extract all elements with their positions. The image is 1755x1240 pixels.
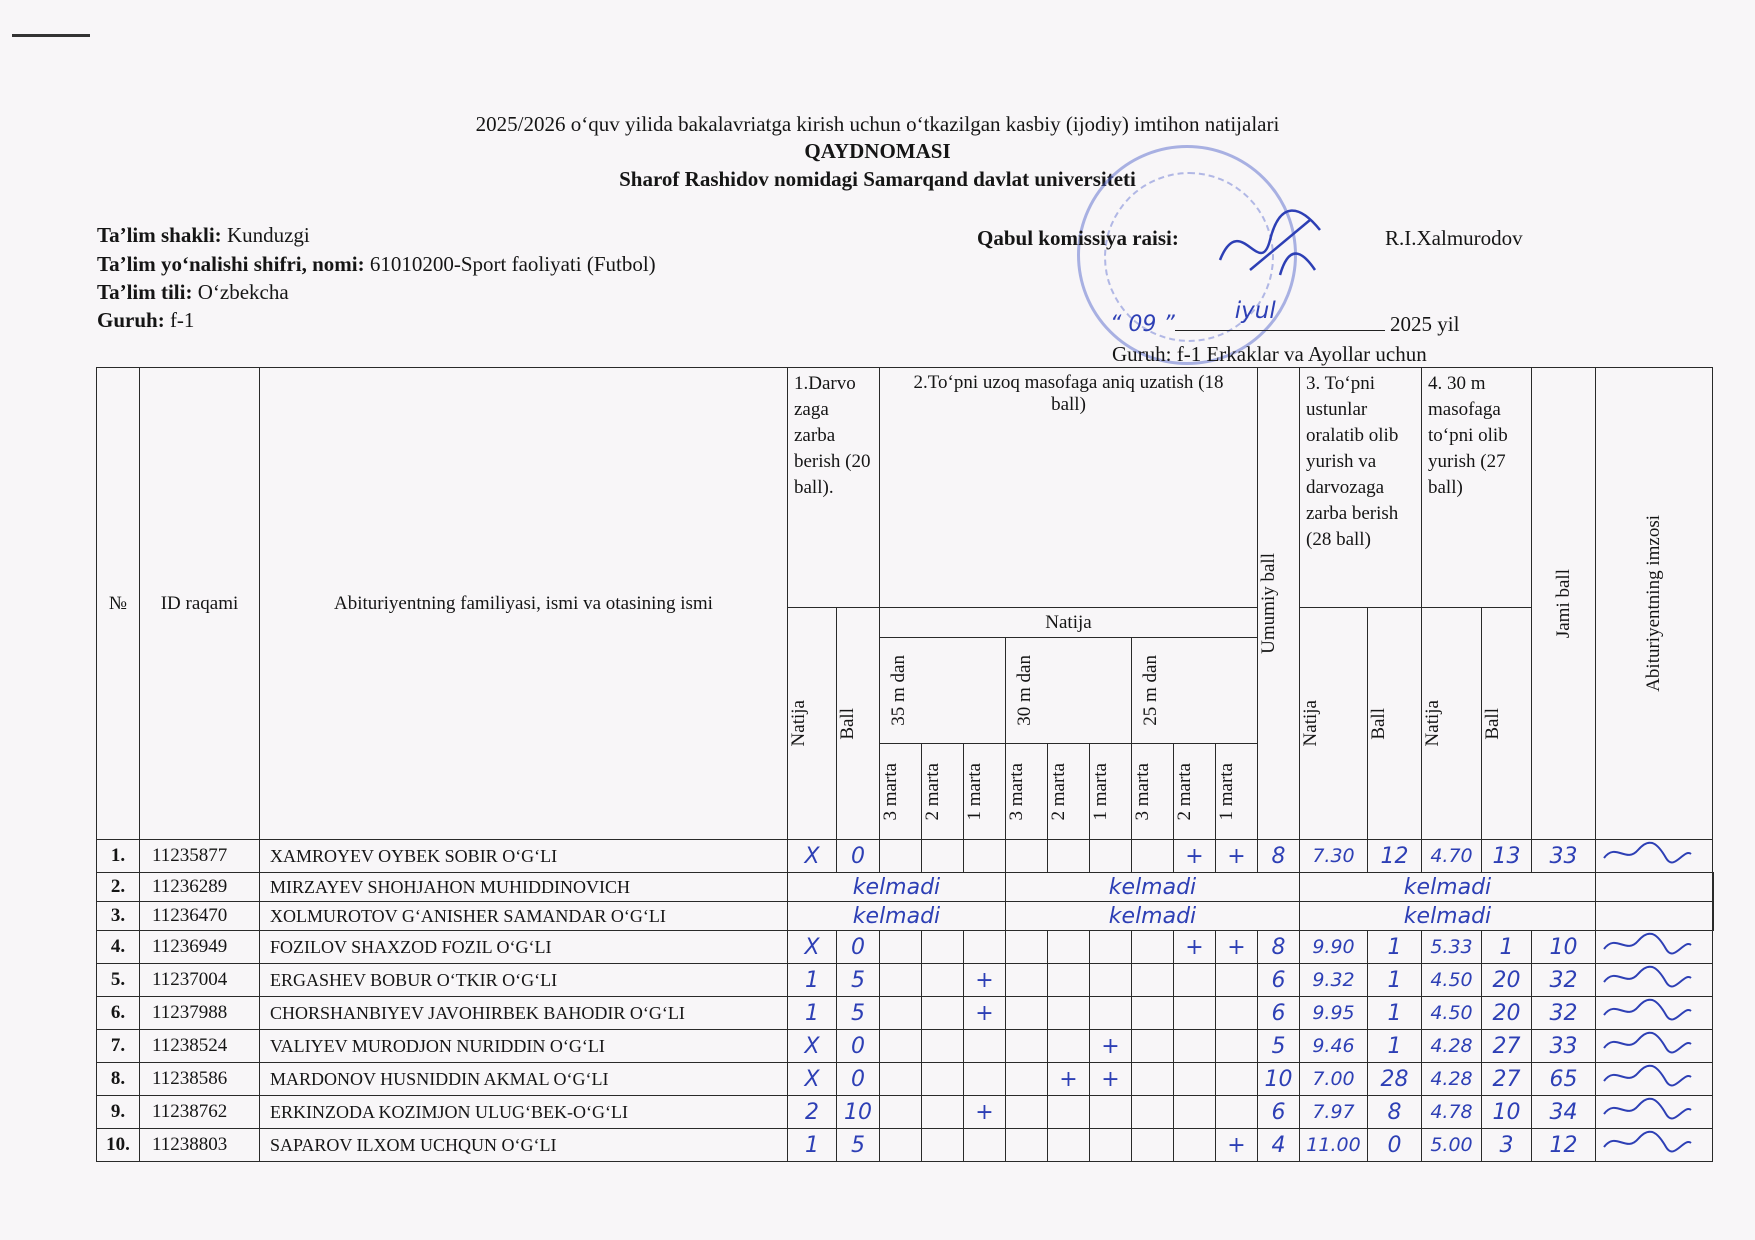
document-title-line: 2025/2026 o‘quv yilida bakalavriatga kirish uchun o‘tkazilgan kasbiy (ijodiy) imtihon natijalari: [475, 112, 1280, 136]
cell-d25-2: +: [1174, 931, 1216, 964]
table-row: [97, 931, 1714, 964]
applicant-name: MIRZAYEV SHOHJAHON MUHIDDINOVICH: [260, 873, 788, 902]
cell-d25-1: +: [1216, 840, 1258, 873]
cell-d35-2: [922, 1096, 964, 1129]
cell-d35-3: [880, 1129, 922, 1162]
cell-d35-2: [922, 931, 964, 964]
cell-d35-3: [880, 1096, 922, 1129]
absent-mark: kelmadi: [788, 902, 1006, 931]
header-25m: 25 m dan: [1132, 638, 1258, 744]
cell-t1b: 10: [837, 1096, 880, 1129]
cell-d30-2: [1048, 840, 1090, 873]
date-year: 2025 yil: [1390, 312, 1460, 336]
group-note: Guruh: f-1 Erkaklar va Ayollar uchun: [1112, 342, 1427, 366]
cell-d25-1: [1216, 1063, 1258, 1096]
header-35m-2: 2 marta: [922, 744, 964, 840]
cell-t1n: X: [788, 1030, 837, 1063]
cell-d35-2: [922, 1129, 964, 1162]
applicant-name: XAMROYEV OYBEK SOBIR O‘G‘LI: [260, 840, 788, 873]
cell-d30-3: [1006, 1063, 1048, 1096]
header-test2: 2.To‘pni uzoq masofaga aniq uzatish (18 ball): [880, 368, 1258, 608]
header-35m: 35 m dan: [880, 638, 1006, 744]
commission-chair-name: R.I.Xalmurodov: [1385, 226, 1523, 250]
cell-t4n: 5.33: [1422, 931, 1482, 964]
cell-d35-2: [922, 1063, 964, 1096]
cell-t1n: 2: [788, 1096, 837, 1129]
cell-t3n: 9.90: [1300, 931, 1368, 964]
absent-mark: kelmadi: [1300, 873, 1596, 902]
cell-t3b: 12: [1368, 840, 1422, 873]
cell-d25-3: [1132, 1129, 1174, 1162]
row-number: 8.: [97, 1063, 140, 1096]
cell-d25-3: [1132, 931, 1174, 964]
cell-d30-2: [1048, 1129, 1090, 1162]
cell-t4b: 27: [1482, 1063, 1532, 1096]
cell-t4n: 4.28: [1422, 1030, 1482, 1063]
cell-d30-1: [1090, 1096, 1132, 1129]
cell-t4n: 5.00: [1422, 1129, 1482, 1162]
cell-d25-2: [1174, 1129, 1216, 1162]
cell-t3n: 7.30: [1300, 840, 1368, 873]
cell-t1b: 0: [837, 931, 880, 964]
cell-umumiy: 6: [1258, 1096, 1300, 1129]
header-30m-1: 1 marta: [1090, 744, 1132, 840]
cell-d25-2: +: [1174, 840, 1216, 873]
row-number: 2.: [97, 873, 140, 902]
absent-mark: kelmadi: [1006, 873, 1300, 902]
applicant-id: 11236289: [140, 873, 260, 902]
header-35m-3: 3 marta: [880, 744, 922, 840]
cell-total: 10: [1532, 931, 1596, 964]
table-row: [97, 1030, 1714, 1063]
cell-d30-1: [1090, 1129, 1132, 1162]
table-row: [97, 997, 1714, 1030]
applicant-name: ERKINZODA KOZIMJON ULUG‘BEK-O‘G‘LI: [260, 1096, 788, 1129]
table-row: [97, 964, 1714, 997]
absent-mark: kelmadi: [1300, 902, 1596, 931]
cell-t4n: 4.50: [1422, 997, 1482, 1030]
cell-total: 32: [1532, 964, 1596, 997]
cell-total: 34: [1532, 1096, 1596, 1129]
header-t4-natija: Natija: [1422, 608, 1482, 840]
cell-d25-1: +: [1216, 931, 1258, 964]
cell-d30-2: +: [1048, 1063, 1090, 1096]
applicant-name: SAPAROV ILXOM UCHQUN O‘G‘LI: [260, 1129, 788, 1162]
applicant-id: 11236949: [140, 931, 260, 964]
cell-d35-3: [880, 964, 922, 997]
applicant-id: 11238803: [140, 1129, 260, 1162]
header-t3-ball: Ball: [1368, 608, 1422, 840]
cell-total: 65: [1532, 1063, 1596, 1096]
applicant-name: XOLMUROTOV G‘ANISHER SAMANDAR O‘G‘LI: [260, 902, 788, 931]
cell-t3n: 7.00: [1300, 1063, 1368, 1096]
applicant-name: VALIYEV MURODJON NURIDDIN O‘G‘LI: [260, 1030, 788, 1063]
table-row: [97, 873, 1714, 902]
total-score: [1596, 873, 1713, 902]
header-test1: 1.Darvo zaga zarba berish (20 ball).: [788, 368, 880, 608]
applicant-name: MARDONOV HUSNIDDIN AKMAL O‘G‘LI: [260, 1063, 788, 1096]
cell-d35-3: [880, 997, 922, 1030]
cell-d25-1: [1216, 997, 1258, 1030]
cell-t1n: X: [788, 1063, 837, 1096]
cell-d25-3: [1132, 997, 1174, 1030]
cell-t4b: 20: [1482, 997, 1532, 1030]
cell-d30-2: [1048, 1096, 1090, 1129]
table-row: [97, 1063, 1714, 1096]
cell-d30-2: [1048, 1030, 1090, 1063]
cell-d35-1: [964, 931, 1006, 964]
row-number: 7.: [97, 1030, 140, 1063]
cell-d25-1: [1216, 1030, 1258, 1063]
cell-t1n: 1: [788, 1129, 837, 1162]
cell-d25-1: [1216, 964, 1258, 997]
applicant-name: ERGASHEV BOBUR O‘TKIR O‘G‘LI: [260, 964, 788, 997]
cell-t1b: 0: [837, 1063, 880, 1096]
document-title: QAYDNOMASI: [804, 139, 951, 163]
cell-d30-1: +: [1090, 1063, 1132, 1096]
cell-d30-3: [1006, 1129, 1048, 1162]
applicant-signature: [1596, 1030, 1713, 1063]
cell-t3n: 11.00: [1300, 1129, 1368, 1162]
cell-t3b: 1: [1368, 1030, 1422, 1063]
table-row: [97, 1129, 1714, 1162]
cell-d25-3: [1132, 1063, 1174, 1096]
header-signature: Abituriyentning imzosi: [1596, 368, 1713, 840]
applicant-signature: [1596, 964, 1713, 997]
row-number: 9.: [97, 1096, 140, 1129]
cell-d35-3: [880, 931, 922, 964]
header-test3: 3. To‘pni ustunlar oralatib olib yurish va darvozaga zarba berish (28 ball): [1300, 368, 1422, 608]
cell-d35-3: [880, 840, 922, 873]
cell-t1n: X: [788, 931, 837, 964]
date-day: “ 09 ”: [1110, 312, 1175, 337]
cell-t1b: 5: [837, 964, 880, 997]
cell-umumiy: 5: [1258, 1030, 1300, 1063]
cell-t1b: 5: [837, 1129, 880, 1162]
cell-d25-1: +: [1216, 1129, 1258, 1162]
applicant-id: 11238524: [140, 1030, 260, 1063]
cell-d35-3: [880, 1063, 922, 1096]
cell-d30-3: [1006, 964, 1048, 997]
cell-d25-3: [1132, 1030, 1174, 1063]
header-30m-3: 3 marta: [1006, 744, 1048, 840]
header-no: №: [97, 368, 140, 840]
applicant-id: 11235877: [140, 840, 260, 873]
cell-d30-3: [1006, 1030, 1048, 1063]
cell-t4b: 20: [1482, 964, 1532, 997]
cell-d30-3: [1006, 1096, 1048, 1129]
header-25m-1: 1 marta: [1216, 744, 1258, 840]
cell-t3b: 1: [1368, 931, 1422, 964]
row-number: 3.: [97, 902, 140, 931]
cell-d35-1: +: [964, 997, 1006, 1030]
cell-t4n: 4.78: [1422, 1096, 1482, 1129]
cell-t4b: 13: [1482, 840, 1532, 873]
cell-t4b: 27: [1482, 1030, 1532, 1063]
commission-chair-label: Qabul komissiya raisi:: [977, 226, 1179, 250]
cell-d25-2: [1174, 1096, 1216, 1129]
header-30m-2: 2 marta: [1048, 744, 1090, 840]
header-25m-2: 2 marta: [1174, 744, 1216, 840]
cell-t1n: 1: [788, 964, 837, 997]
header-id: ID raqami: [140, 368, 260, 840]
cell-d35-1: [964, 840, 1006, 873]
applicant-name: FOZILOV SHAXZOD FOZIL O‘G‘LI: [260, 931, 788, 964]
header-25m-3: 3 marta: [1132, 744, 1174, 840]
applicant-signature: [1713, 902, 1714, 931]
row-number: 4.: [97, 931, 140, 964]
chairman-signature: [1210, 200, 1330, 290]
row-number: 1.: [97, 840, 140, 873]
header-test4: 4. 30 m masofaga to‘pni olib yurish (27 ball): [1422, 368, 1532, 608]
cell-t4n: 4.50: [1422, 964, 1482, 997]
cell-t4b: 1: [1482, 931, 1532, 964]
header-umumiy: Umumiy ball: [1258, 368, 1300, 840]
applicant-id: 11237004: [140, 964, 260, 997]
cell-total: 33: [1532, 840, 1596, 873]
header-t1-ball: Ball: [837, 608, 880, 840]
cell-d30-3: [1006, 997, 1048, 1030]
cell-t3b: 1: [1368, 964, 1422, 997]
cell-d30-3: [1006, 840, 1048, 873]
cell-t1b: 0: [837, 840, 880, 873]
cell-d35-2: [922, 997, 964, 1030]
cell-d35-1: +: [964, 964, 1006, 997]
cell-d30-1: [1090, 964, 1132, 997]
study-language: Ta’lim tili: O‘zbekcha: [97, 280, 289, 304]
header-35m-1: 1 marta: [964, 744, 1006, 840]
study-form: Ta’lim shakli: Kunduzgi: [97, 223, 310, 247]
applicant-signature: [1596, 1063, 1713, 1096]
cell-d35-1: [964, 1030, 1006, 1063]
cell-t1b: 0: [837, 1030, 880, 1063]
row-number: 10.: [97, 1129, 140, 1162]
cell-d35-2: [922, 964, 964, 997]
applicant-id: 11237988: [140, 997, 260, 1030]
cell-t4n: 4.28: [1422, 1063, 1482, 1096]
total-score: [1596, 902, 1713, 931]
cell-d30-3: [1006, 931, 1048, 964]
applicant-signature: [1596, 931, 1713, 964]
header-t2-natija: Natija: [880, 608, 1258, 638]
absent-mark: kelmadi: [788, 873, 1006, 902]
cell-t3n: 9.46: [1300, 1030, 1368, 1063]
cell-d30-1: +: [1090, 1030, 1132, 1063]
cell-t4b: 3: [1482, 1129, 1532, 1162]
header-t4-ball: Ball: [1482, 608, 1532, 840]
cell-d25-3: [1132, 1096, 1174, 1129]
applicant-signature: [1596, 840, 1713, 873]
cell-d25-2: [1174, 997, 1216, 1030]
cell-t3n: 9.32: [1300, 964, 1368, 997]
cell-umumiy: 8: [1258, 931, 1300, 964]
row-number: 5.: [97, 964, 140, 997]
cell-d35-3: [880, 1030, 922, 1063]
applicant-signature: [1713, 873, 1714, 902]
header-t1-natija: Natija: [788, 608, 837, 840]
cell-d25-2: [1174, 1030, 1216, 1063]
table-row: [97, 1096, 1714, 1129]
cell-t3b: 8: [1368, 1096, 1422, 1129]
applicant-id: 11238762: [140, 1096, 260, 1129]
cell-t4b: 10: [1482, 1096, 1532, 1129]
date-month: iyul: [1234, 298, 1276, 324]
header-30m: 30 m dan: [1006, 638, 1132, 744]
results-table: [96, 367, 1714, 1162]
group: Guruh: f-1: [97, 308, 195, 332]
cell-t3b: 1: [1368, 997, 1422, 1030]
cell-d30-1: [1090, 931, 1132, 964]
absent-mark: kelmadi: [1006, 902, 1300, 931]
applicant-signature: [1596, 1129, 1713, 1162]
cell-d35-1: [964, 1129, 1006, 1162]
cell-d25-2: [1174, 1063, 1216, 1096]
cell-d35-1: +: [964, 1096, 1006, 1129]
cell-d35-2: [922, 840, 964, 873]
cell-total: 32: [1532, 997, 1596, 1030]
cell-d35-2: [922, 1030, 964, 1063]
cell-t1n: 1: [788, 997, 837, 1030]
cell-t3n: 7.97: [1300, 1096, 1368, 1129]
cell-umumiy: 6: [1258, 997, 1300, 1030]
cell-d35-1: [964, 1063, 1006, 1096]
cell-umumiy: 6: [1258, 964, 1300, 997]
cell-umumiy: 10: [1258, 1063, 1300, 1096]
study-direction: Ta’lim yo‘nalishi shifri, nomi: 61010200-Sport faoliyati (Futbol): [97, 252, 656, 276]
cell-t4n: 4.70: [1422, 840, 1482, 873]
cell-t3n: 9.95: [1300, 997, 1368, 1030]
cell-t3b: 28: [1368, 1063, 1422, 1096]
header-total: Jami ball: [1532, 368, 1596, 840]
cell-total: 12: [1532, 1129, 1596, 1162]
table-row: [97, 902, 1714, 931]
cell-t3b: 0: [1368, 1129, 1422, 1162]
cell-d30-2: [1048, 931, 1090, 964]
cell-umumiy: 8: [1258, 840, 1300, 873]
header-name: Abituriyentning familiyasi, ismi va otasining ismi: [260, 368, 788, 840]
cell-t1b: 5: [837, 997, 880, 1030]
applicant-id: 11238586: [140, 1063, 260, 1096]
university-name: Sharof Rashidov nomidagi Samarqand davlat universiteti: [619, 167, 1136, 191]
applicant-signature: [1596, 997, 1713, 1030]
cell-d25-3: [1132, 964, 1174, 997]
document-date: [1110, 298, 1460, 337]
cell-d25-2: [1174, 964, 1216, 997]
row-number: 6.: [97, 997, 140, 1030]
cell-umumiy: 4: [1258, 1129, 1300, 1162]
corner-mark: [12, 34, 90, 37]
cell-d30-2: [1048, 964, 1090, 997]
cell-d30-1: [1090, 997, 1132, 1030]
cell-d30-1: [1090, 840, 1132, 873]
applicant-name: CHORSHANBIYEV JAVOHIRBEK BAHODIR O‘G‘LI: [260, 997, 788, 1030]
cell-d25-3: [1132, 840, 1174, 873]
cell-t1n: X: [788, 840, 837, 873]
cell-d25-1: [1216, 1096, 1258, 1129]
applicant-id: 11236470: [140, 902, 260, 931]
table-row: [97, 840, 1714, 873]
applicant-signature: [1596, 1096, 1713, 1129]
cell-d30-2: [1048, 997, 1090, 1030]
header-t3-natija: Natija: [1300, 608, 1368, 840]
cell-total: 33: [1532, 1030, 1596, 1063]
